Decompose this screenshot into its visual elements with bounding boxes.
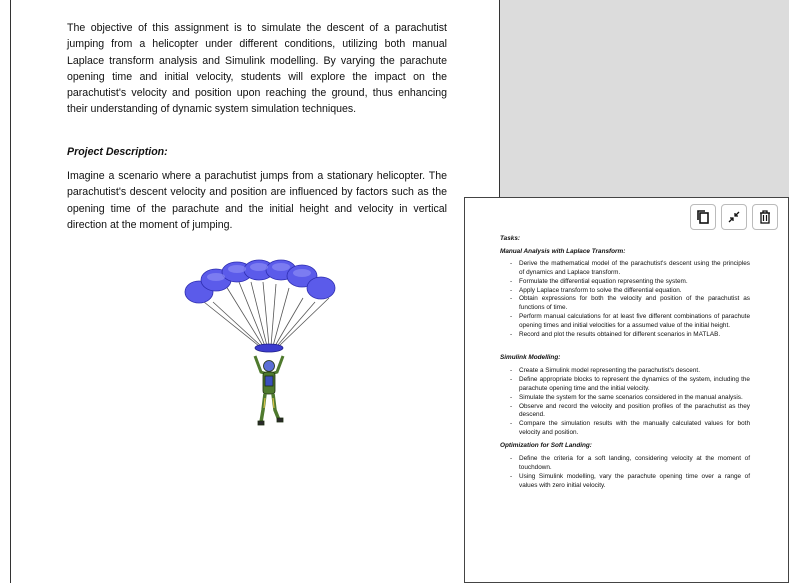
intro-paragraph: The objective of this assignment is to simulate the descent of a parachutist jumping from a helicopter under different conditions, utilizing both manual Laplace transform analysis and Simulink modelling. By varying the parachute opening time and initial velocity, students will explore the impact on the parachutist's velocity and position upon reaching the ground, thus enhancing their understanding of dynamic system simulation techniques. bbox=[67, 22, 447, 116]
list-item: - Record and plot the results obtained for different scenarios in MATLAB. bbox=[519, 331, 750, 340]
parachutist-figure bbox=[255, 356, 283, 425]
parachutist-illustration bbox=[181, 258, 341, 428]
list-item: - Compare the simulation results with the manually calculated values for both velocity and position. bbox=[519, 420, 750, 438]
collapse-button[interactable] bbox=[721, 204, 747, 230]
collapse-icon bbox=[726, 209, 742, 225]
list-item: - Define appropriate blocks to represent the dynamics of the system, including the parachute opening time and the initial velocity. bbox=[519, 376, 750, 394]
laplace-heading: Manual Analysis with Laplace Transform: bbox=[500, 247, 626, 255]
description-paragraph: Imagine a scenario where a parachutist jumps from a stationary helicopter. The parachutist's descent velocity and position are influenced by factors such as the opening time of the parachute and the initial height and velocity in vertical direction at the moment of jumping. bbox=[67, 170, 447, 231]
laplace-list bbox=[500, 260, 750, 340]
list-item: - Perform manual calculations for at least five different combinations of parachute opening times and initial velocities for a assumed value of the initial height. bbox=[519, 313, 750, 331]
copy-icon bbox=[695, 209, 711, 225]
list-item: - Define the criteria for a soft landing, considering velocity at the moment of touchdown. bbox=[519, 455, 750, 473]
list-item: - Observe and record the velocity and position profiles of the parachutist as they descend. bbox=[519, 403, 750, 421]
landing-list bbox=[500, 455, 750, 491]
list-item: - Formulate the differential equation representing the system. bbox=[519, 278, 750, 287]
simulink-list bbox=[500, 367, 750, 438]
copy-button[interactable] bbox=[690, 204, 716, 230]
preview-popup bbox=[464, 197, 789, 583]
simulink-heading: Simulink Modelling: bbox=[500, 353, 561, 361]
list-item: - Obtain expressions for both the velocity and position of the parachutist as functions of time. bbox=[519, 295, 750, 313]
trash-icon bbox=[757, 209, 773, 225]
list-item: - Create a Simulink model representing the parachutist's descent. bbox=[519, 367, 750, 376]
delete-button[interactable] bbox=[752, 204, 778, 230]
landing-heading: Optimization for Soft Landing: bbox=[500, 442, 592, 450]
project-description-heading: Project Description: bbox=[67, 146, 168, 158]
tasks-title: Tasks: bbox=[500, 235, 521, 242]
tasks-content bbox=[500, 235, 750, 491]
list-item: - Derive the mathematical model of the parachutist's descent using the principles of dynamics and Laplace transform. bbox=[519, 260, 750, 278]
list-item: - Apply Laplace transform to solve the differential equation. bbox=[519, 287, 750, 296]
popup-toolbar bbox=[690, 204, 778, 230]
document-page bbox=[10, 0, 500, 583]
list-item: - Using Simulink modelling, vary the parachute opening time over a range of values with zero initial velocity. bbox=[519, 473, 750, 491]
list-item: - Simulate the system for the same scenarios considered in the manual analysis. bbox=[519, 394, 750, 403]
